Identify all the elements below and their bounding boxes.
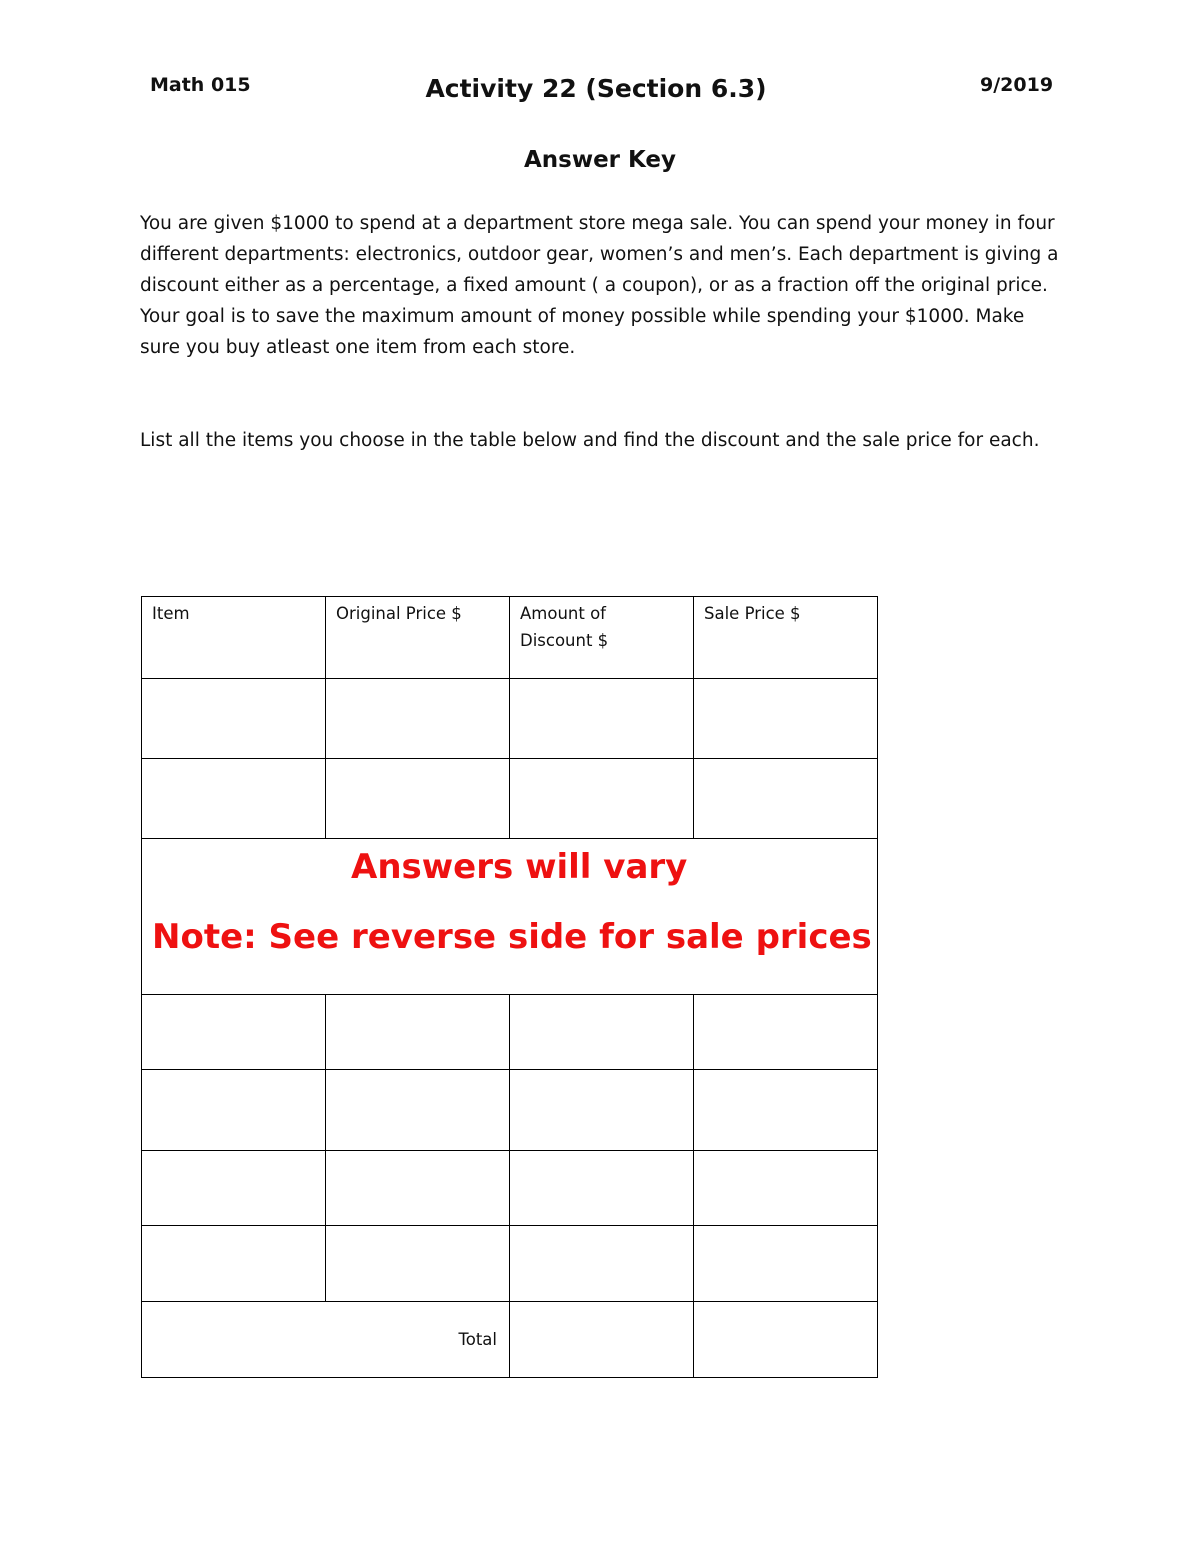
column-header-discount: Amount of Discount $ <box>510 597 694 679</box>
table-cell[interactable] <box>510 1226 694 1302</box>
reverse-side-note: Note: See reverse side for sale prices <box>152 917 872 957</box>
table-cell[interactable] <box>510 759 694 839</box>
table-cell[interactable] <box>142 1070 326 1151</box>
table-cell[interactable] <box>142 995 326 1070</box>
column-header-sale-price: Sale Price $ <box>694 597 878 679</box>
table-row <box>142 1226 878 1302</box>
table-cell[interactable] <box>326 679 510 759</box>
note-cell <box>142 839 878 995</box>
instructions-paragraph-2: List all the items you choose in the table below and find the discount and the sale price for each. <box>140 430 1040 451</box>
table-cell[interactable] <box>694 995 878 1070</box>
column-header-item: Item <box>142 597 326 679</box>
table-row <box>142 995 878 1070</box>
table-cell[interactable] <box>142 1226 326 1302</box>
table-cell[interactable] <box>694 1151 878 1226</box>
course-label: Math 015 <box>150 74 251 96</box>
table-cell[interactable] <box>694 1070 878 1151</box>
instructions-paragraph-1: You are given $1000 to spend at a department store mega sale. You can spend your money in four different departments: electronics, outdoor gear, women’s and men’s. Each department is giving a discount either as a percentage, a fixed amount ( a coupon), or as a fraction off the original price. Your goal is to save the maximum amount of money possible while spending your $1000. Make sure you buy atleast one item from each store. <box>140 213 1059 358</box>
table-cell[interactable] <box>142 759 326 839</box>
table-cell[interactable] <box>142 679 326 759</box>
table-cell[interactable] <box>510 679 694 759</box>
total-sale-price-cell[interactable] <box>694 1302 878 1378</box>
table-header-row <box>142 597 878 679</box>
table-cell[interactable] <box>142 1151 326 1226</box>
column-header-original-price: Original Price $ <box>326 597 510 679</box>
note-row <box>142 839 878 995</box>
table-cell[interactable] <box>510 1151 694 1226</box>
table-cell[interactable] <box>326 1226 510 1302</box>
table-cell[interactable] <box>510 995 694 1070</box>
table-cell[interactable] <box>326 759 510 839</box>
table-row <box>142 1151 878 1226</box>
table-cell[interactable] <box>694 1226 878 1302</box>
purchase-table <box>141 596 878 1378</box>
total-row <box>142 1302 878 1378</box>
table-row <box>142 1070 878 1151</box>
table-cell[interactable] <box>326 995 510 1070</box>
table-cell[interactable] <box>326 1151 510 1226</box>
date-label: 9/2019 <box>980 74 1054 96</box>
answer-key-subtitle: Answer Key <box>523 147 677 173</box>
table-row <box>142 679 878 759</box>
table-row <box>142 759 878 839</box>
answers-vary-note: Answers will vary <box>351 847 688 887</box>
table-cell[interactable] <box>694 759 878 839</box>
total-discount-cell[interactable] <box>510 1302 694 1378</box>
table-cell[interactable] <box>326 1070 510 1151</box>
total-label: Total <box>142 1302 510 1378</box>
activity-title: Activity 22 (Section 6.3) <box>425 74 767 103</box>
table-cell[interactable] <box>510 1070 694 1151</box>
table-cell[interactable] <box>694 679 878 759</box>
